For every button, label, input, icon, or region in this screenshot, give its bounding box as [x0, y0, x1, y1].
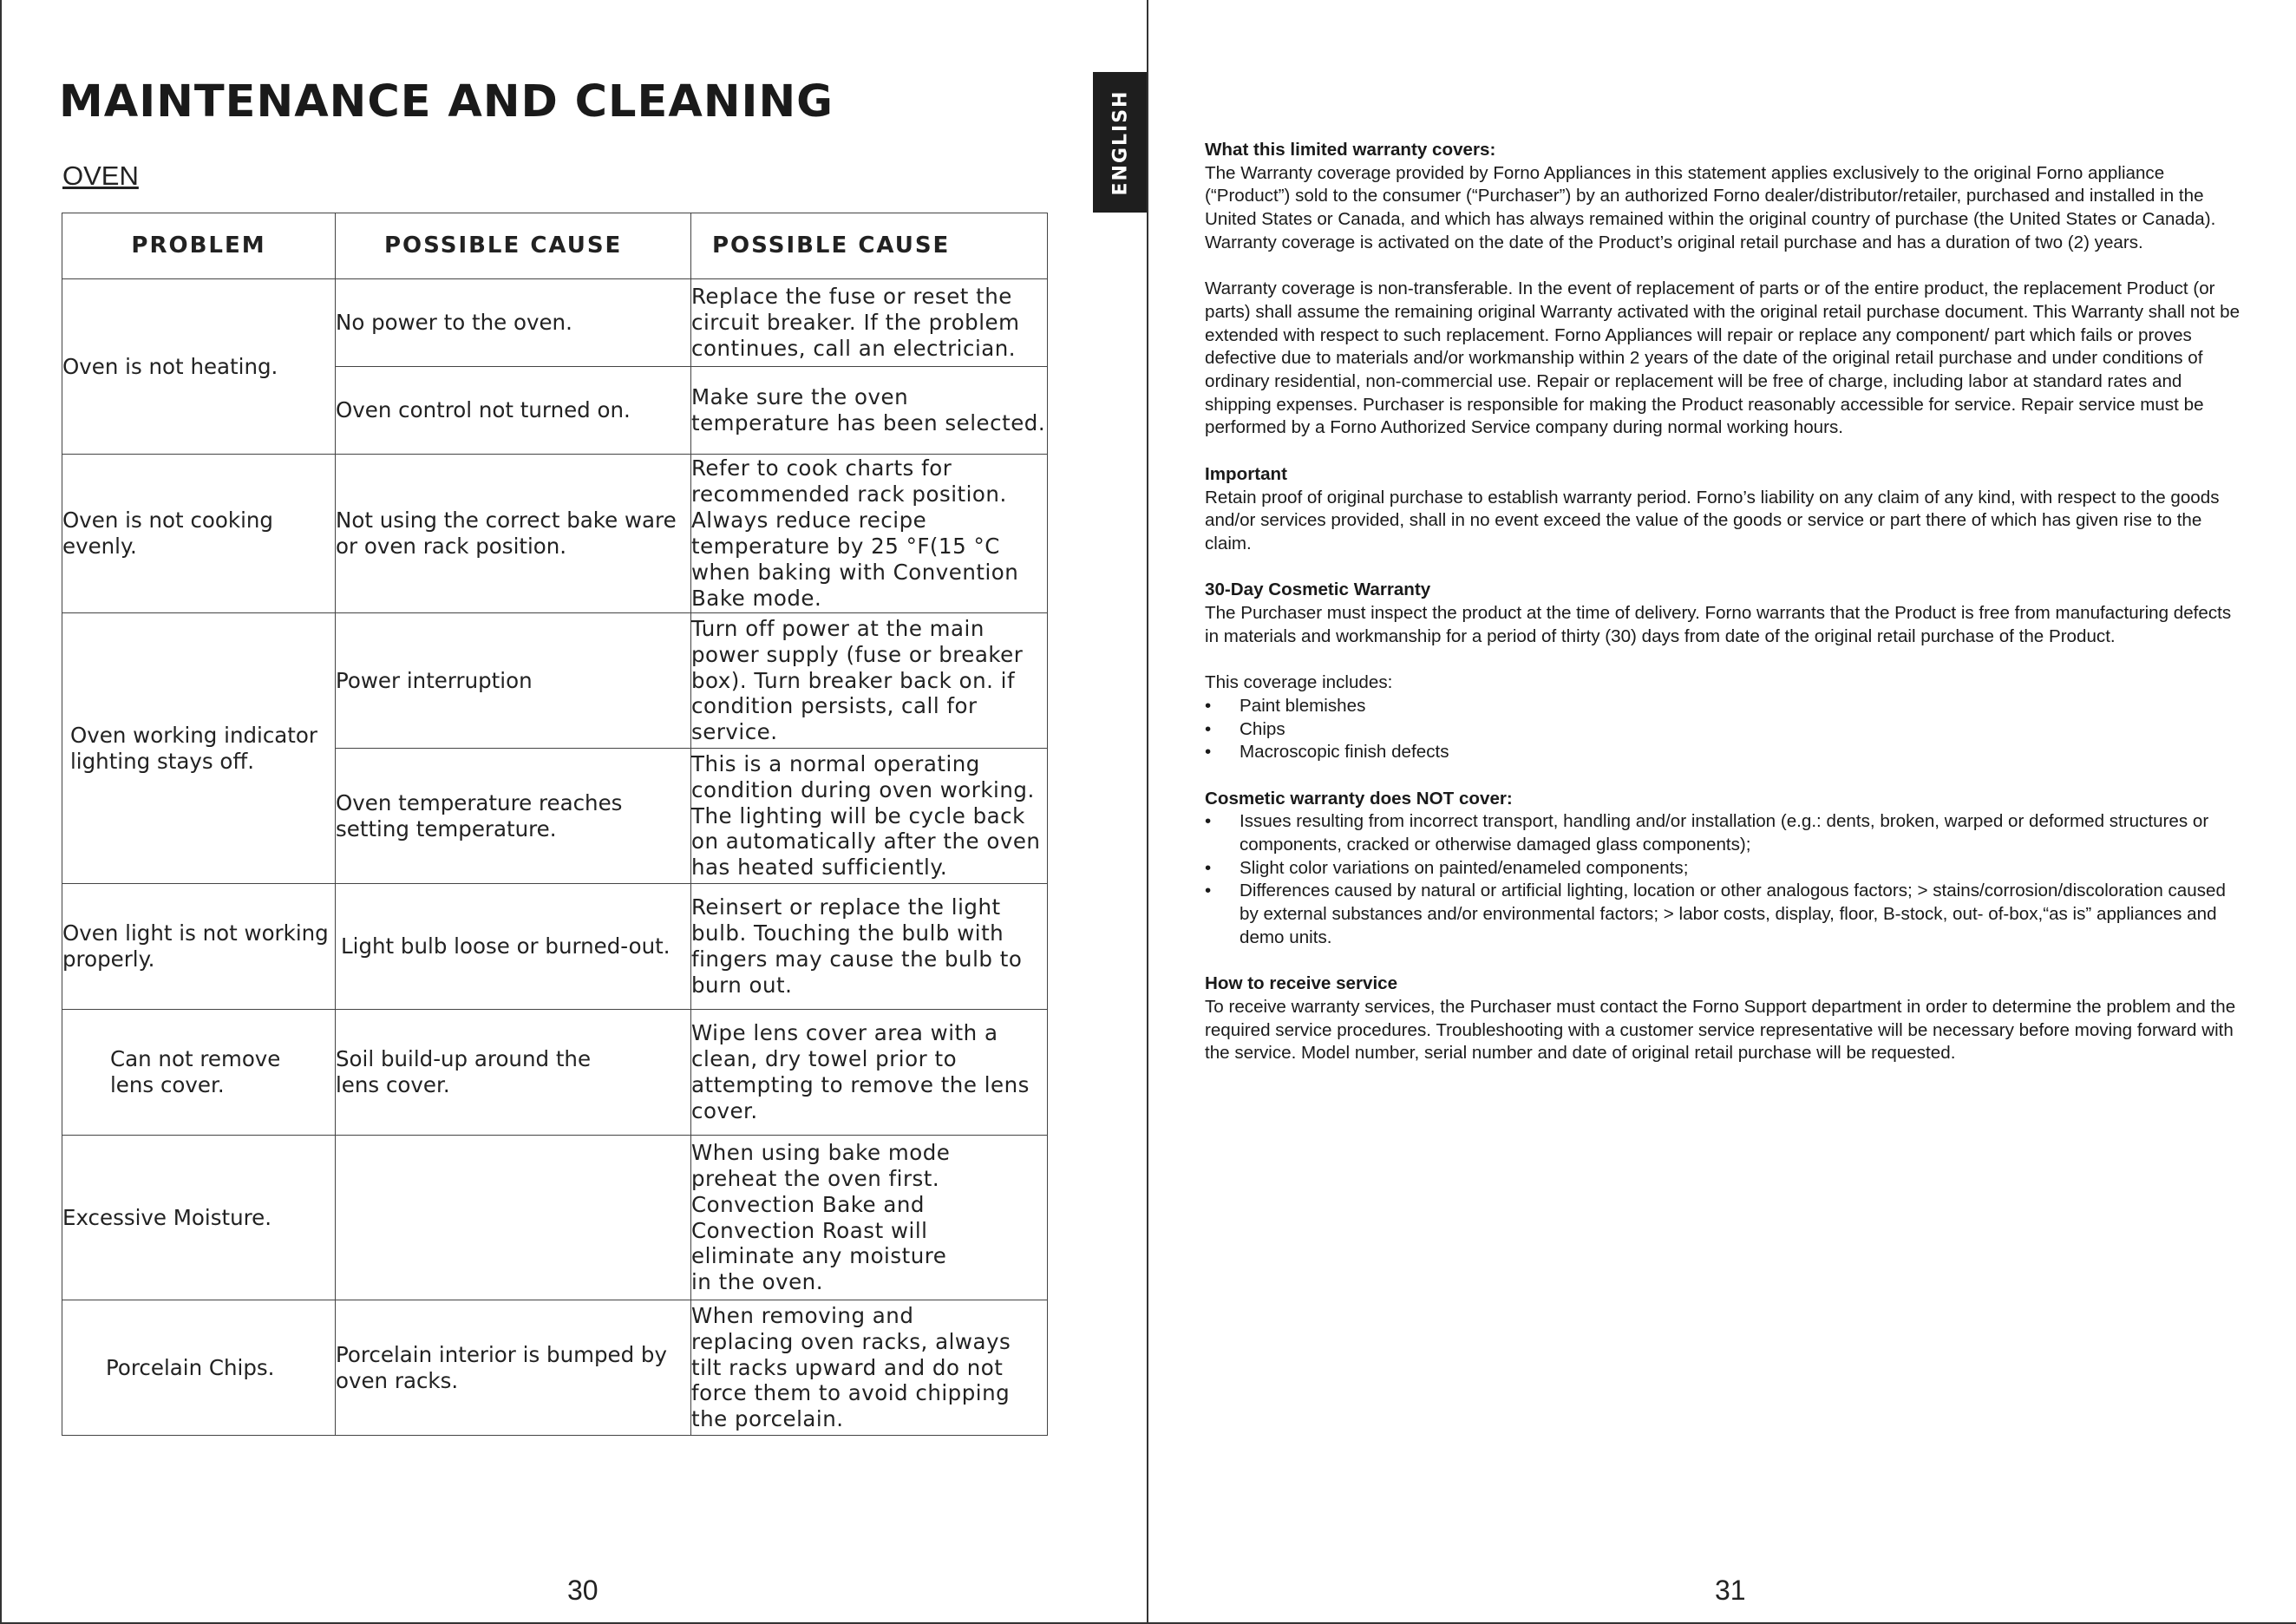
- table-row: [62, 279, 1048, 367]
- column-header-solution: POSSIBLE CAUSE: [691, 213, 1048, 279]
- cause-cell: Power interruption: [336, 613, 691, 749]
- problem-cell: Oven is not heating.: [62, 279, 336, 455]
- troubleshooting-table: [62, 213, 1048, 1436]
- page-number: 31: [1715, 1575, 1746, 1606]
- solution-cell: Turn off power at the main power supply (fuse or breaker box). Turn breaker back on. if condition persists, call for service.: [691, 613, 1048, 749]
- column-header-problem: PROBLEM: [62, 213, 336, 279]
- solution-cell: Reinsert or replace the light bulb. Touching the bulb with fingers may cause the bulb to burn out.: [691, 884, 1048, 1010]
- includes-intro: This coverage includes:: [1205, 672, 1393, 693]
- transfer-paragraph: Warranty coverage is non-transferable. In the event of replacement of parts or of the entire product, the replacement Product (or parts) shall assume the remaining original Warranty activated with the original retail purchase document. This Warranty shall not be extended with respect to such replacement. Forno Appliances will repair or replace any component/ part which fails or proves defective due to materials and/or workmanship within 2 years of the date of the original retail purchase and under conditions of ordinary residential, non-commercial use. Repair or replacement will be free of charge, including labor at standard rates and shipping expenses. Purchaser is responsible for making the Product reasonably accessible for service. Repair service must be performed by a Forno Authorized Service company during normal working hours.: [1205, 278, 2240, 438]
- cause-cell: Oven temperature reaches setting temperature.: [336, 749, 691, 884]
- service-paragraph: To receive warranty services, the Purchaser must contact the Forno Support department in order to determine the problem and the required service procedures. Troubleshooting with a customer service representative will be necessary before moving forward with the service. Model number, serial number and date of original retail purchase will be requested.: [1205, 996, 2236, 1064]
- important-paragraph: Retain proof of original purchase to establish warranty period. Forno’s liability on any claim of any kind, with respect to the goods and/or services provided, shall in no event exceed the value of the goods or service or part there of which has given rise to the claim.: [1205, 487, 2220, 553]
- list-item: • Chips: [1240, 718, 2246, 742]
- cosmetic-paragraph: The Purchaser must inspect the product at the time of delivery. Forno warrants that the Product is free from manufacturing defects in materials and workmanship for a period of thirty (30) days from date of the original retail purchase of the Product.: [1205, 603, 2232, 646]
- problem-cell: Oven light is not working properly.: [62, 884, 336, 1010]
- list-item: • Slight color variations on painted/enameled components;: [1240, 857, 2246, 881]
- not-cover-list: [1205, 810, 2246, 949]
- problem-cell: Excessive Moisture.: [62, 1136, 336, 1300]
- solution-cell: Make sure the oven temperature has been selected.: [691, 367, 1048, 455]
- list-item: • Macroscopic finish defects: [1240, 741, 2246, 764]
- solution-cell: Wipe lens cover area with a clean, dry towel prior to attempting to remove the lens cover.: [691, 1010, 1048, 1136]
- not-cover-heading: Cosmetic warranty does NOT cover:: [1205, 788, 1513, 809]
- list-item: • Issues resulting from incorrect transport, handling and/or installation (e.g.: dents, broken, warped or deformed structures or components, cracked or otherwise damaged glass components);: [1240, 810, 2246, 856]
- section-title: OVEN: [62, 160, 139, 191]
- table-row: [62, 613, 1048, 749]
- list-item: • Differences caused by natural or artificial lighting, location or other analogous factors; > stains/corrosion/discoloration caused by external substances and/or environmental factors; > labor costs, display, floor, B-stock, out- of-box,“as is” appliances and demo units.: [1240, 880, 2246, 949]
- language-tab: [1093, 72, 1148, 213]
- list-item: • Paint blemishes: [1240, 695, 2246, 718]
- problem-cell: Porcelain Chips.: [62, 1300, 336, 1436]
- cause-cell: Oven control not turned on.: [336, 367, 691, 455]
- cause-cell: Not using the correct bake ware or oven rack position.: [336, 455, 691, 613]
- cause-cell: Light bulb loose or burned-out.: [336, 884, 691, 1010]
- solution-cell: Replace the fuse or reset the circuit breaker. If the problem continues, call an electrician.: [691, 279, 1048, 367]
- problem-cell: Can not remove lens cover.: [62, 1010, 336, 1136]
- table-header-row: [62, 213, 1048, 279]
- service-heading: How to receive service: [1205, 973, 1398, 994]
- cause-cell: [336, 1136, 691, 1300]
- cosmetic-heading: 30-Day Cosmetic Warranty: [1205, 580, 1431, 600]
- page-number: 30: [567, 1575, 599, 1606]
- problem-cell: Oven working indicator lighting stays off.: [62, 613, 336, 884]
- solution-cell: When using bake mode preheat the oven first. Convection Bake and Convection Roast will eliminate any moisture in the oven.: [691, 1136, 1048, 1300]
- solution-cell: Refer to cook charts for recommended rack position. Always reduce recipe temperature by 25 °F(15 °C when baking with Convention Bake mode.: [691, 455, 1048, 613]
- solution-cell: When removing and replacing oven racks, always tilt racks upward and do not force them to avoid chipping the porcelain.: [691, 1300, 1048, 1436]
- language-tab-label: ENGLISH: [1109, 89, 1132, 195]
- solution-cell: This is a normal operating condition during oven working. The lighting will be cycle back on automatically after the oven has heated sufficiently.: [691, 749, 1048, 884]
- cause-cell: Porcelain interior is bumped by oven racks.: [336, 1300, 691, 1436]
- table-row: [62, 455, 1048, 613]
- covers-heading: What this limited warranty covers:: [1205, 140, 1496, 160]
- column-header-cause: POSSIBLE CAUSE: [336, 213, 691, 279]
- includes-list: [1205, 695, 2246, 764]
- table-row: [62, 1136, 1048, 1300]
- table-row: [62, 1010, 1048, 1136]
- problem-cell: Oven is not cooking evenly.: [62, 455, 336, 613]
- table-row: [62, 884, 1048, 1010]
- cause-cell: No power to the oven.: [336, 279, 691, 367]
- covers-paragraph: The Warranty coverage provided by Forno Appliances in this statement applies exclusively to the original Forno appliance (“Product”) sold to the consumer (“Purchaser”) by an authorized Forno dealer/distributor/retailer, purchased and installed in the United States or Canada, and which has always remained within the original country of purchase (the United States or Canada). Warranty coverage is activated on the date of the Product’s original retail purchase and has a duration of two (2) years.: [1205, 162, 2216, 252]
- table-row: [62, 1300, 1048, 1436]
- important-heading: Important: [1205, 463, 1287, 484]
- page-title: MAINTENANCE AND CLEANING: [59, 76, 834, 128]
- cause-cell: Soil build-up around the lens cover.: [336, 1010, 691, 1136]
- warranty-text: [1205, 139, 2246, 1089]
